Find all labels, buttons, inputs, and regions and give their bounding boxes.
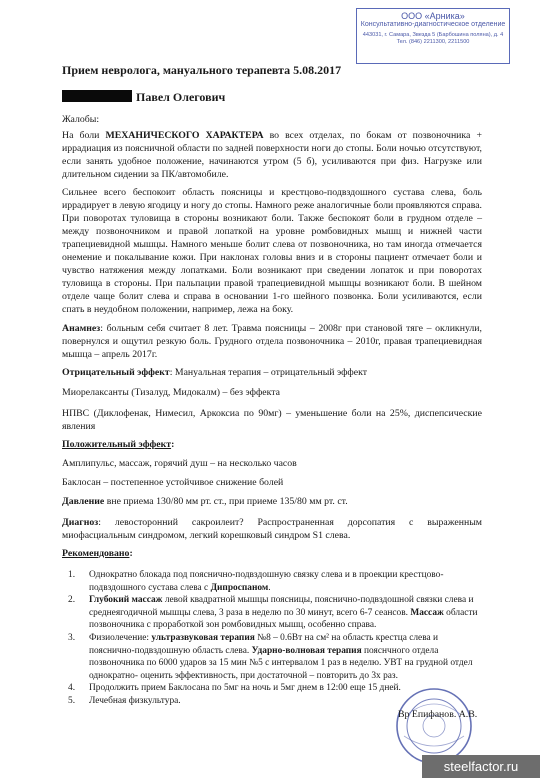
redacted-surname [62,90,132,102]
clinic-stamp-address: 443031, г. Самара, Звезда 5 (Барбошина поляна), д. 4 Тел. (846) 2211300, 2211500 [362,32,504,45]
round-seal-stamp [394,686,474,766]
document-title: Прием невролога, мануального терапевта 5.08.2017 [62,63,342,77]
recommendation-item: 2. Глубокий массаж левой квадратной мышцы поясницы, пояснично-подвздошной связки слева и среднеягодичной мышцы слева, 3 раза в неделю по 30 минут, всего 6-7 сеансов. Массаж области позвоночника с проработкой зон ромбовидных мышц, особенно справа. [68,595,478,631]
watermark: steelfactor.ru [422,755,540,778]
recommendation-item: 3. Физиолечение: ультразвуковая терапия №8 – 0.6Вт на см² на область крестца слева и пояснично-подвздошную область слева. Ударно-волновая терапия пояснчного отдела позвоночника по 6000 ударов за 15 мин №5 с интервалом 1 раз в неделю. УВТ на грудной отдел однократно- оценить эффективность, при достаточной – повторить до 3х раз. [68,632,473,681]
positive-effect-line-2: Баклосан – постепенное устойчивое снижение болей [62,477,284,488]
complaints-text: На боли МЕХАНИЧЕСКОГО ХАРАКТЕРА во всех отделах, по бокам от позвоночника + иррадиация из поясничной области по задней поверхности ноги до стопы. Боли ночью отсутствуют, если занять удобное положение, начинаются утром (5 б), усиливаются при физ. Нагрузке или длительном сидении за ПК/автомобиле. [62,130,482,180]
patient-line [62,90,225,105]
positive-effect-header: Положительный эффект: [62,439,175,450]
recommendation-item: 5. Лечебная физкультура. [68,695,181,706]
positive-effect-line-1: Амплипульс, массаж, горячий душ – на несколько часов [62,458,297,469]
recommendation-item: 4. Продолжить прием Баклосана по 5мг на ночь и 5мг днем в 12:00 еще 15 дней. [68,683,401,694]
negative-effect-line-2: НПВС (Диклофенак, Нимесил, Аркоксиа по 90мг) – уменьшение боли на 25%, диспепсические явления [62,408,482,432]
negative-effect-line-1: Миорелаксанты (Тизалуд, Мидокалм) – без эффекта [62,387,281,398]
negative-effect-header: Отрицательный эффект: Мануальная терапия – отрицательный эффект [62,367,368,378]
clinic-stamp-name: ООО «Арника» [401,11,465,21]
clinic-stamp-subtitle: Консультативно-диагностическое отделение [360,21,506,29]
blood-pressure: Давление вне приема 130/80 мм рт. ст., при приеме 135/80 мм рт. ст. [62,496,348,507]
patient-name: Павел Олегович [136,90,226,104]
complaints-header: Жалобы: [62,114,100,125]
recommended-header: Рекомендовано: [62,548,133,559]
recommendation-item: 1. Однократно блокада под пояснично-подвздошную связку слева и в проекции крестцово-подвздошного сустава слева с Дипроспаном. [68,570,444,593]
clinic-stamp [356,8,510,64]
anamnesis: Анамнез: больным себя считает 8 лет. Травма поясницы – 2008г при становой тяге – окликнули, повернулся и ощутил резкую боль. Грудного отдела позвоночника – 2010г, правая трапециевидная мышца – апрель 2017г. [62,323,482,360]
symptoms-description: Сильнее всего беспокоит область поясницы и крестцово-подвздошного сустава слева, боль иррадирует в левую ягодицу и ногу до стопы. Намного реже аналогичные боли проявляются справа. При поворотах туловища в стороны возникают боли. Также беспокоят боли в грудном отделе – между позвоночником и правой лопаткой на уровне ромбовидных мышц и нижней части трапециевидной мышцы. Намного меньше болит слева от позвоночника, но там иногда отмечается онемение и покалывание кожи. При наклонах головы вниз и в стороны пациент отмечает боли и чувство натяжения между лопатками. Боли возникают при сведении лопаток и при поворотах туловища в стороны. При пальпации правой трапециевидной мышцы возникают боли. В шейном отделе чаще болит слева и справа в основании 1-го шейного позвонка. Боли усиливаются, если спать в неудобном положении, например, лежа на боку. [62,187,482,315]
doctor-signature: Вр Епифанов. А.В. [398,709,478,720]
diagnosis: Диагноз: левосторонний сакроилеит? Распространенная дорсопатия с выраженным миофасциальным синдромом, легкий корешковый синдром S1 слева. [62,517,482,541]
